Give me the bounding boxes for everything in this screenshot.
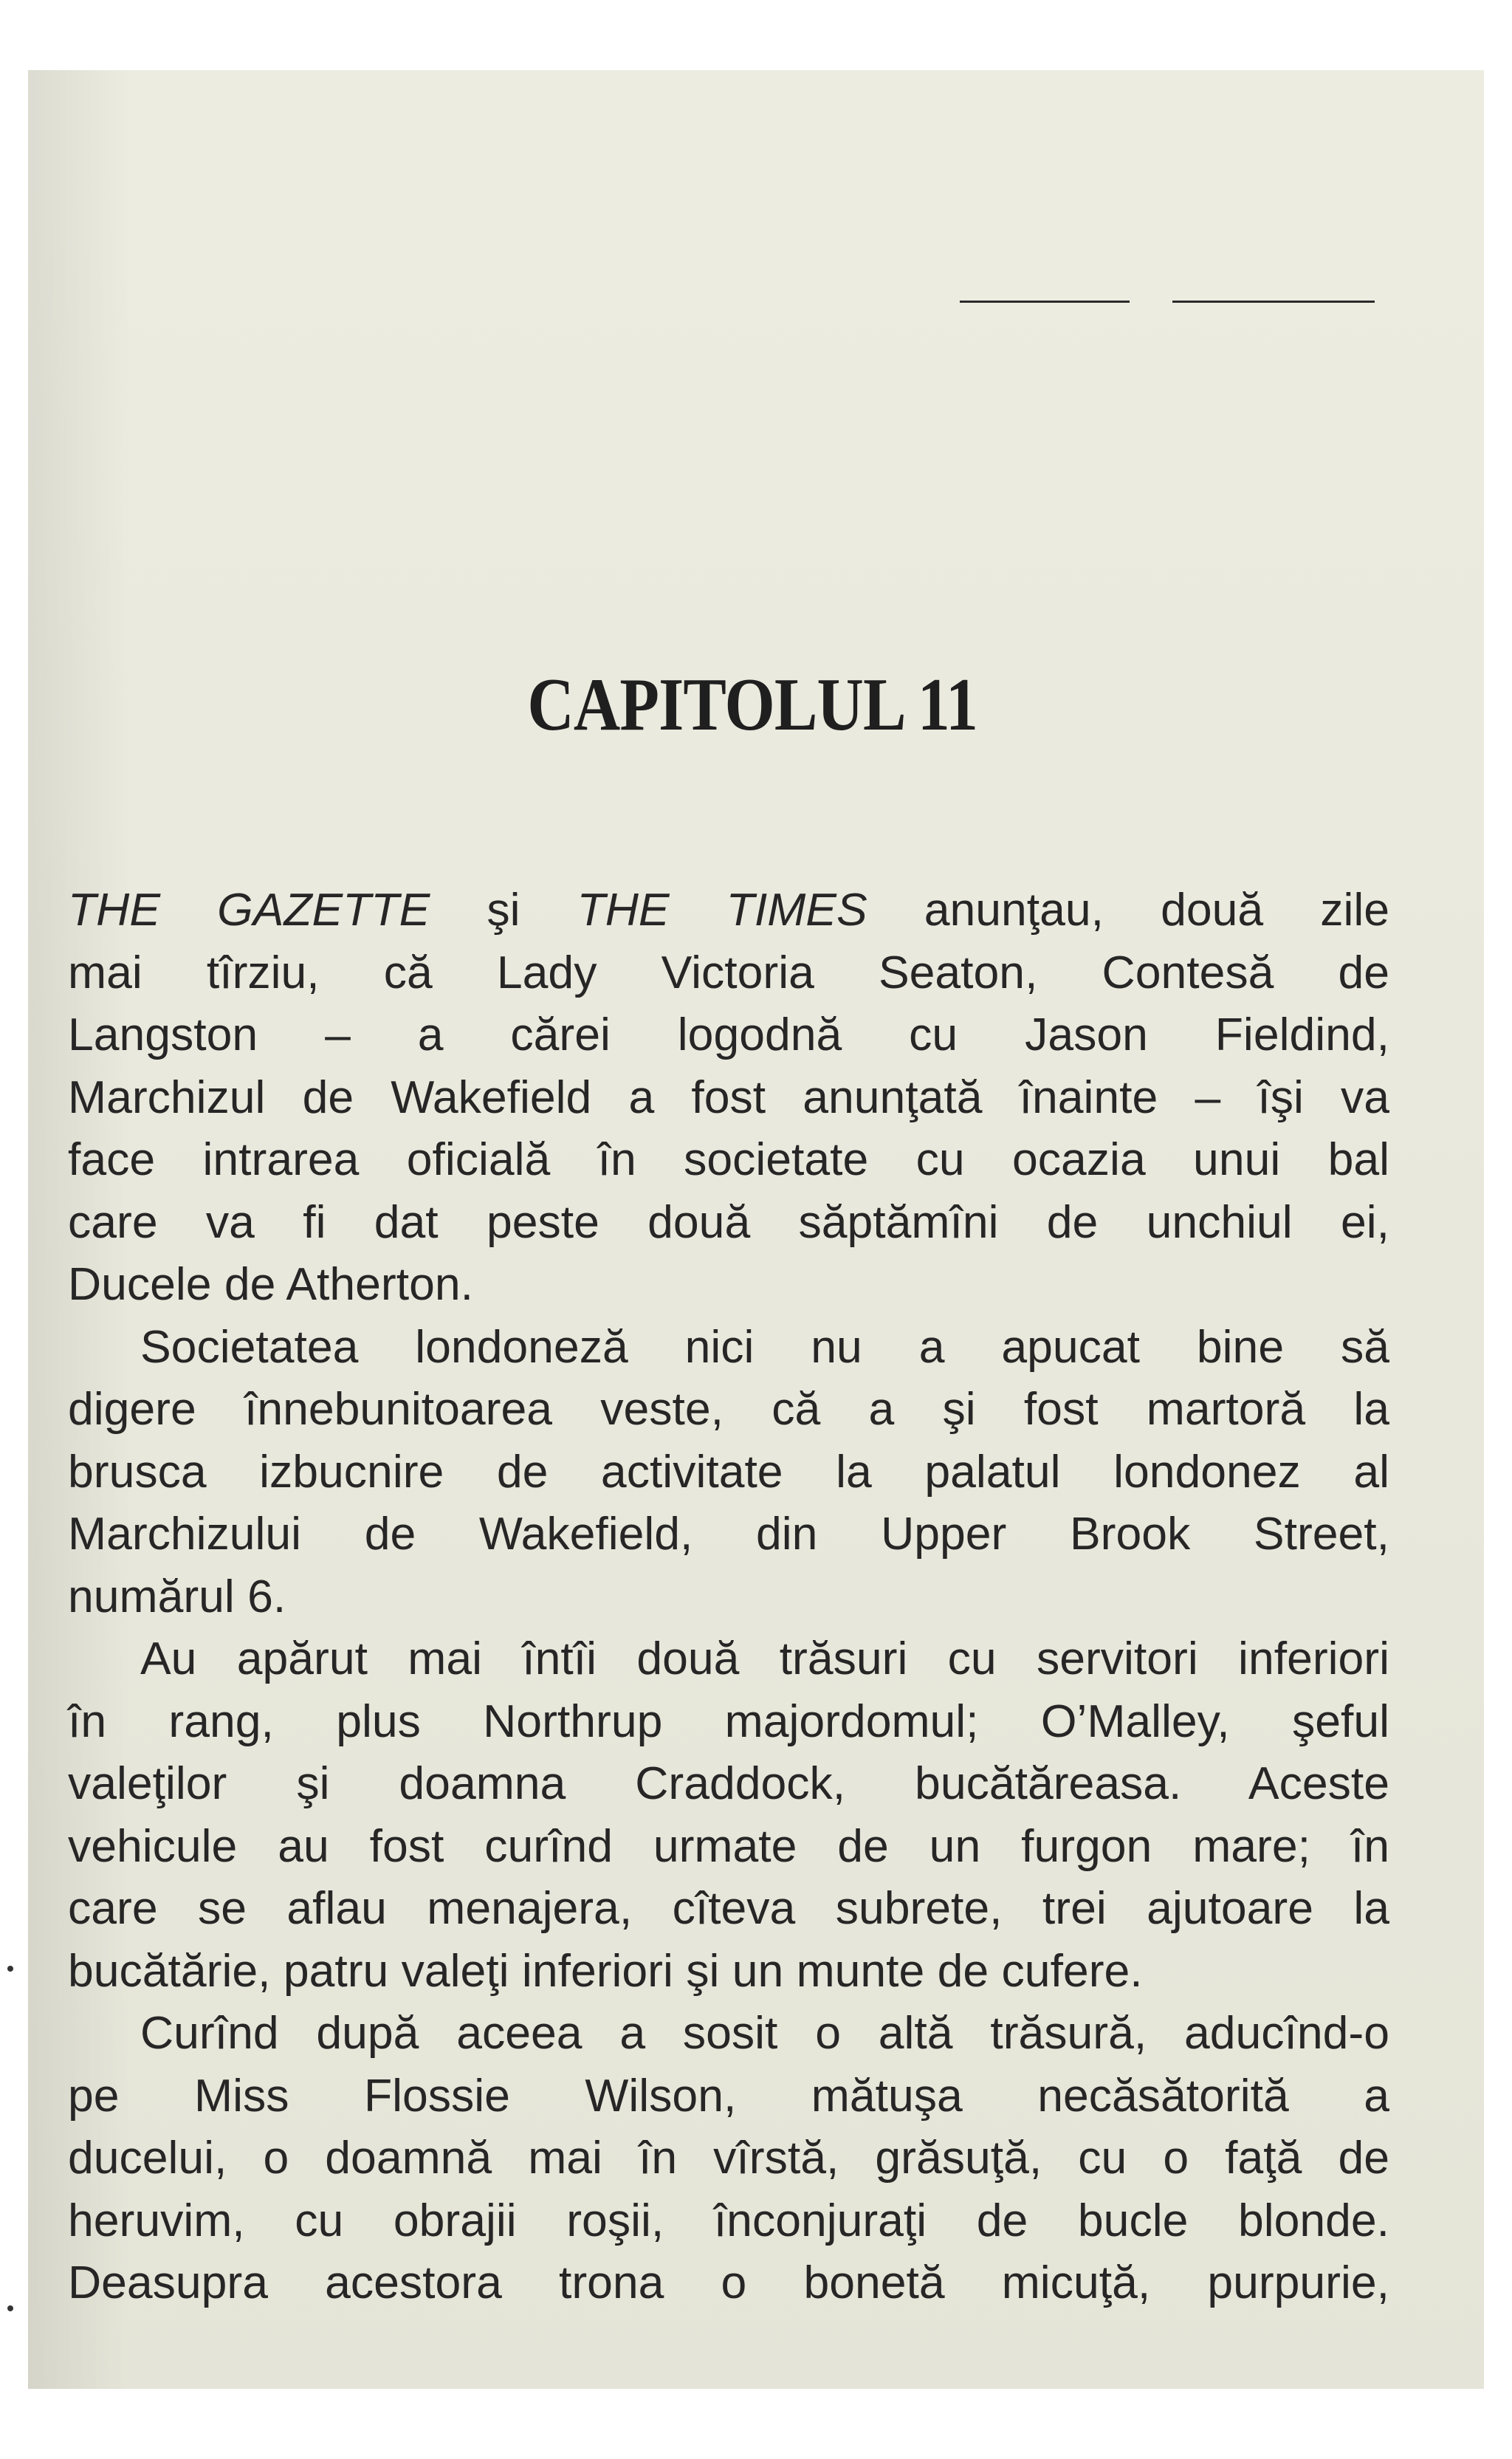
text-line (68, 1565, 1389, 1628)
text-run: anunţau, două zile (867, 884, 1389, 936)
text-run: vehicule au fost curînd urmate de un furgon mare; în (68, 1820, 1389, 1872)
text-run: mai tîrziu, că Lady Victoria Seaton, Contesă de (68, 946, 1389, 998)
text-run: în rang, plus Northrup majordomul; O’Malley, şeful (68, 1695, 1389, 1747)
text-run: numărul 6. (68, 1570, 286, 1622)
text-line (68, 879, 1389, 942)
publication-name: THE GAZETTE (68, 884, 430, 936)
text-run: Curînd după aceea a sosit o altă trăsură, aducînd-o (140, 2007, 1389, 2059)
text-run: Deasupra acestora trona o bonetă micuţă, purpurie, (68, 2257, 1389, 2308)
text-run: şi (430, 884, 577, 936)
text-run: Marchizului de Wakefield, din Upper Brook Street, (68, 1508, 1389, 1560)
text-run: heruvim, cu obrajii roşii, înconjuraţi de bucle blonde. (68, 2194, 1389, 2246)
chapter-title: CAPITOLUL 11 (527, 663, 978, 747)
text-run: pe Miss Flossie Wilson, mătuşa necăsătorită a (68, 2069, 1389, 2122)
paragraph (68, 1316, 1389, 1628)
text-run: brusca izbucnire de activitate la palatul londonez al (68, 1445, 1389, 1498)
text-run: valeţilor şi doamna Craddock, bucătăreasa. Aceste (68, 1757, 1389, 1809)
text-line (68, 2002, 1389, 2065)
text-line (68, 2127, 1389, 2189)
text-run: Ducele de Atherton. (68, 1258, 473, 1310)
text-line (68, 1752, 1389, 1815)
text-line (68, 1253, 1389, 1316)
text-line (68, 1815, 1389, 1878)
text-line (68, 1128, 1389, 1191)
text-line (68, 1503, 1389, 1565)
paragraph (68, 879, 1389, 1316)
paragraph (68, 2002, 1389, 2314)
text-line (68, 2189, 1389, 2252)
text-line (68, 1628, 1389, 1690)
text-run: ducelui, o doamnă mai în vîrstă, grăsuţă, cu o faţă de (68, 2132, 1389, 2184)
text-run: Marchizul de Wakefield a fost anunţată înainte – îşi va (68, 1071, 1389, 1123)
text-run: Societatea londoneză nici nu a apucat bine să (140, 1320, 1389, 1373)
text-line (68, 1940, 1389, 2003)
text-line (68, 1690, 1389, 1753)
publication-name: THE TIMES (577, 884, 867, 936)
text-run: face intrarea oficială în societate cu ocazia unui bal (68, 1134, 1389, 1185)
text-run: care va fi dat peste două săptămîni de unchiul ei, (68, 1196, 1389, 1248)
text-line (68, 1316, 1389, 1379)
chapter-body (68, 879, 1389, 2314)
margin-dot-mark (7, 1966, 13, 1972)
text-line (68, 1378, 1389, 1441)
text-line (68, 1441, 1389, 1503)
text-line (68, 1877, 1389, 1940)
text-line (68, 1066, 1389, 1129)
text-run: Au apărut mai întîi două trăsuri cu servitori inferiori (140, 1633, 1389, 1684)
text-line (68, 1004, 1389, 1066)
text-run: Langston – a cărei logodnă cu Jason Fieldind, (68, 1009, 1389, 1060)
text-run: care se aflau menajera, cîteva subrete, trei ajutoare la (68, 1882, 1389, 1934)
text-line (68, 2065, 1389, 2127)
text-run: digere înnebunitoarea veste, că a şi fost martoră la (68, 1383, 1389, 1435)
text-run: bucătărie, patru valeţi inferiori şi un munte de cufere. (68, 1944, 1143, 1997)
text-line (68, 942, 1389, 1004)
paragraph (68, 1628, 1389, 2002)
text-line (68, 1191, 1389, 1254)
margin-dot-mark (7, 2305, 13, 2311)
text-line (68, 2251, 1389, 2314)
header-rule-right (1172, 301, 1375, 303)
header-rule-left (960, 301, 1130, 303)
